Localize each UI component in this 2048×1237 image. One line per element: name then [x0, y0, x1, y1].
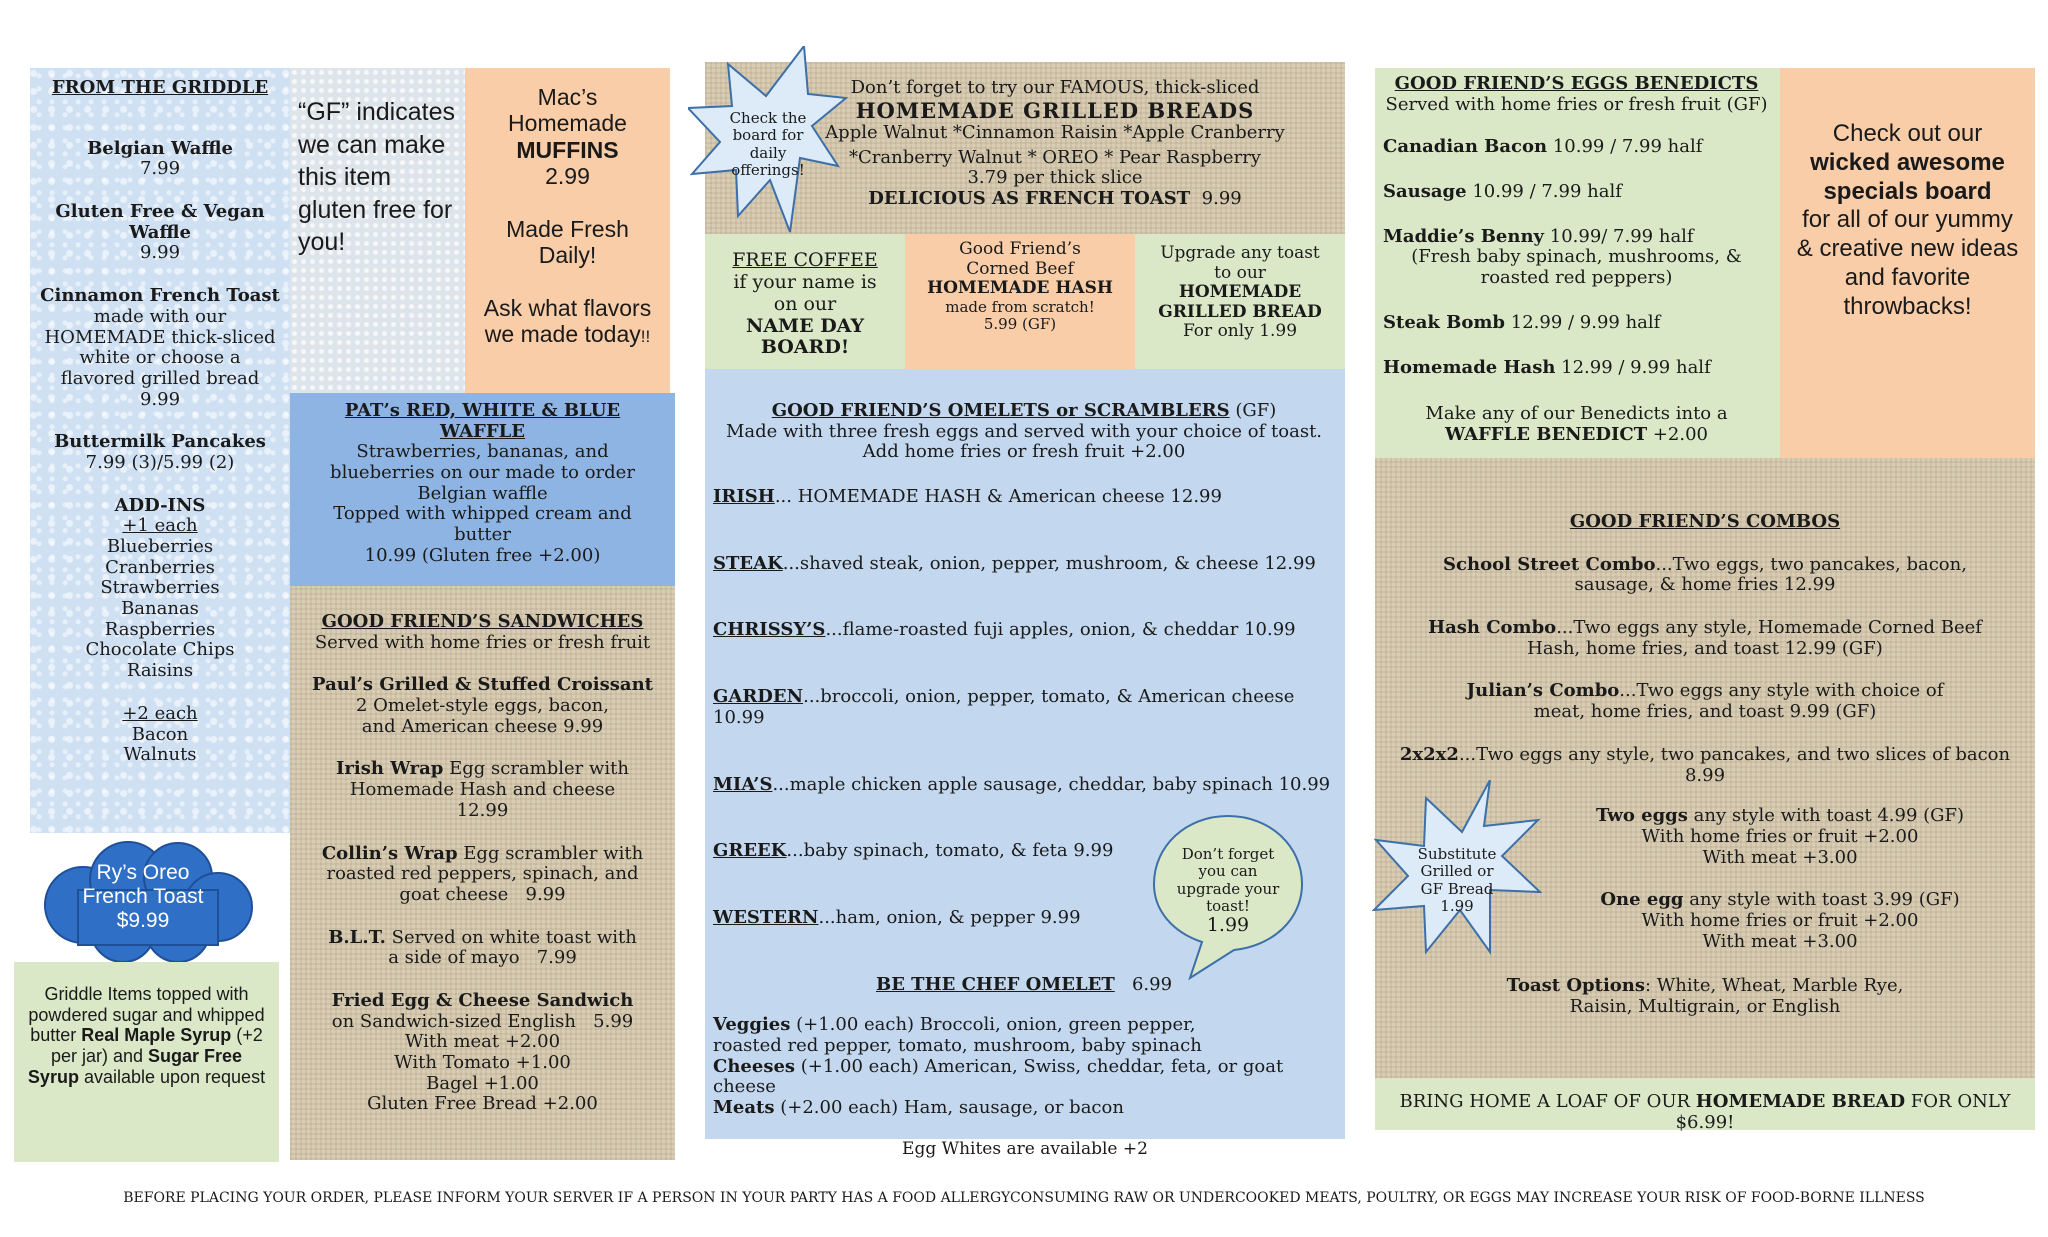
- omelet-item: [713, 687, 1335, 728]
- benedict-price: 10.99/ 7.99 half: [1544, 225, 1694, 247]
- syrup-t4: Sugar Free Syrup: [27, 1046, 243, 1087]
- pancakes-price: 7.99 (3)/5.99 (2): [85, 451, 235, 473]
- allergy-text: BEFORE PLACING YOUR ORDER, PLEASE INFORM YOUR SERVER IF A PERSON IN YOUR PARTY HAS A FOOD ALLERGYCONSUMING RAW OR UNDERCOOKED MEATS, POULTRY, OR EGGS MAY INCREASE YOUR RISK OF FOOD-BORNE ILLNESS: [123, 1190, 1925, 1206]
- breads-line1: Don’t forget to try our FAMOUS, thick-sliced: [850, 77, 1260, 98]
- addin-item: Cranberries: [105, 556, 215, 578]
- omelet-desc: ...broccoli, onion, pepper, tomato, & American cheese 10.99: [713, 686, 1295, 728]
- omelet-item: [713, 554, 1335, 575]
- combo-2x2x2-desc: ...Two eggs any style, two pancakes, and two slices of bacon: [1458, 743, 2011, 765]
- combos-title: GOOD FRIEND’S COMBOS: [1569, 511, 1841, 532]
- combo-2x2x2: [1399, 745, 2011, 766]
- omelet-desc: ...ham, onion, & pepper 9.99: [818, 906, 1081, 928]
- benedict-item: [1383, 313, 1770, 334]
- omelet-name: WESTERN: [713, 906, 819, 928]
- fried-egg-desc: [304, 1012, 661, 1033]
- irish-wrap: [304, 759, 661, 821]
- gf-waffle-price: 9.99: [139, 242, 181, 264]
- benedicts-subtitle: Served with home fries or fresh fruit (GF): [1385, 93, 1768, 115]
- omelet-desc: ...flame-roasted fuji apples, onion, & cheddar 10.99: [825, 619, 1296, 641]
- gf-note-text: “GF” indicates we can make this item gluten free for you!: [298, 98, 455, 256]
- combo-one-egg-desc: any style with toast 3.99 (GF): [1683, 889, 1960, 911]
- bread-loaf-panel: [1375, 1078, 2035, 1133]
- addins-each-1: +1 each: [122, 515, 198, 537]
- addin-item: Raisins: [126, 660, 194, 682]
- omelet-name: STEAK: [713, 552, 783, 574]
- omelets-title: [713, 401, 1335, 422]
- specials-panel: [1780, 68, 2035, 458]
- benedict-price: 10.99 / 7.99 half: [1466, 181, 1622, 203]
- toast-upgrade-bubble: [1148, 812, 1308, 982]
- combo-two-eggs-name: Two eggs: [1595, 805, 1688, 827]
- sub-line3: GF Bread: [1420, 879, 1494, 898]
- bread-loaf-t2: HOMEMADE BREAD: [1695, 1091, 1906, 1112]
- addin-item: Chocolate Chips: [85, 639, 235, 661]
- addins-each-2: +2 each: [122, 702, 198, 724]
- cheeses-line: [713, 1057, 1335, 1098]
- syrup-panel: [14, 962, 279, 1162]
- collin-wrap-name: Collin’s Wrap: [321, 842, 458, 864]
- blt-price: 7.99: [536, 947, 577, 969]
- waffle-benedict-name: WAFFLE BENEDICT: [1445, 423, 1648, 445]
- waffle-benedict-text: Make any of our Benedicts into a: [1425, 403, 1728, 425]
- upgrade-panel: [1135, 234, 1345, 369]
- oreo-line1: Ry’s Oreo: [96, 861, 190, 884]
- combo-option: With meat +3.00: [1702, 930, 1858, 952]
- bread-loaf-t1: BRING HOME A LOAF OF OUR: [1399, 1091, 1696, 1112]
- combo-hash-desc: ...Two eggs any style, Homemade Corned Beef Hash, home fries, and toast 12.99 (GF): [1527, 617, 1982, 659]
- omelet-item: [713, 775, 1335, 796]
- oreo-line2: French Toast: [82, 885, 204, 909]
- sandwiches-panel: [290, 586, 675, 1160]
- addin-item: Strawberries: [100, 577, 220, 599]
- sub-price: 1.99: [1440, 896, 1474, 915]
- combo-option: With home fries or fruit +2.00: [1641, 825, 1919, 847]
- toast-options-desc: : White, Wheat, Marble Rye, Raisin, Multigrain, or English: [1569, 975, 1904, 1017]
- breads-french-price: 9.99: [1201, 187, 1242, 209]
- oreo-cloud: [28, 835, 258, 965]
- sub-line2: Grilled or: [1420, 862, 1494, 881]
- omelet-item: [713, 487, 1335, 508]
- syrup-text: [26, 984, 267, 1087]
- maddie-desc: (Fresh baby spinach, mushrooms, & roasted red peppers): [1411, 246, 1742, 289]
- cft-desc: made with our HOMEMADE thick-sliced white or choose a flavored grilled bread: [44, 305, 276, 389]
- blt: [304, 928, 661, 969]
- breads-french-label: DELICIOUS AS FRENCH TOAST: [868, 187, 1191, 209]
- muffins-price: 2.99: [545, 163, 590, 190]
- breads-flavors2: *Cranberry Walnut * OREO * Pear Raspberry: [849, 146, 1261, 168]
- addin-item: Bacon: [131, 723, 189, 745]
- daily-offerings-burst: [688, 46, 848, 236]
- cft-price: 9.99: [139, 388, 181, 410]
- collin-wrap-price: 9.99: [525, 883, 566, 905]
- meats-line: [713, 1098, 1335, 1119]
- hash-line1: Good Friend’s: [959, 239, 1081, 259]
- muffins-line1: Mac’s: [537, 84, 598, 110]
- benedicts-panel: [1375, 68, 1780, 458]
- combo-school-name: School Street Combo: [1443, 553, 1656, 575]
- benedict-name: Homemade Hash: [1383, 356, 1556, 378]
- omelet-item: [713, 620, 1335, 641]
- upgrade-line3: For only 1.99: [1182, 321, 1298, 342]
- combo-eggs: [1549, 806, 2011, 952]
- specials-t3: for all of our yummy & creative new ideas and favorite throwbacks!: [1796, 206, 2019, 320]
- combo-option: With meat +3.00: [1702, 846, 1858, 868]
- fried-egg-option: With meat +2.00: [404, 1031, 561, 1053]
- belgian-waffle-name: Belgian Waffle: [87, 137, 233, 159]
- combo-one-egg-name: One egg: [1600, 889, 1684, 911]
- omelets-title-gf: (GF): [1229, 400, 1277, 421]
- specials-t2: wicked awesome specials board: [1810, 148, 2005, 205]
- chef-title: BE THE CHEF OMELET: [875, 973, 1115, 995]
- breads-title: HOMEMADE GRILLED BREADS: [855, 97, 1255, 123]
- veggies-text: (+1.00 each) Broccoli, onion, green pepper,: [790, 1014, 1196, 1036]
- coffee-panel: [705, 234, 905, 369]
- combo-julian: [1399, 681, 2011, 722]
- coffee-line1: if your name is on our: [733, 270, 877, 315]
- blt-desc: Served on white toast with a side of mayo: [385, 926, 637, 969]
- cft-name: Cinnamon French Toast: [40, 285, 280, 307]
- combo-hash: [1399, 618, 2011, 659]
- muffins-ask: [465, 295, 670, 348]
- collin-wrap-desc: Egg scrambler with roasted red peppers, spinach, and goat cheese: [326, 842, 644, 905]
- waffle-benedict-price: +2.00: [1647, 423, 1708, 445]
- benedict-price: 12.99 / 9.99 half: [1555, 356, 1711, 378]
- hash-line3: HOMEMADE HASH: [927, 278, 1113, 299]
- benedict-item: [1383, 182, 1770, 203]
- combos-panel: [1375, 458, 2035, 1078]
- muffins-title: MUFFINS: [516, 136, 619, 163]
- coffee-title: FREE COFFEE: [732, 249, 878, 271]
- syrup-t2: Real Maple Syrup: [81, 1025, 232, 1046]
- benedict-price: 12.99 / 9.99 half: [1505, 311, 1661, 333]
- omelet-desc: ...baby spinach, tomato, & feta 9.99: [786, 840, 1114, 862]
- benedicts-title: GOOD FRIEND’S EGGS BENEDICTS: [1394, 73, 1759, 94]
- cheeses-text: (+1.00 each) American, Swiss, cheddar, feta, or goat cheese: [713, 1055, 1284, 1098]
- fried-egg-option: Bagel +1.00: [426, 1072, 539, 1094]
- breads-price: 3.79 per thick slice: [967, 167, 1143, 189]
- gf-note-panel: [290, 68, 465, 393]
- toast-options-label: Toast Options: [1506, 975, 1646, 997]
- egg-whites-text: Egg Whites are available +2: [902, 1139, 1148, 1159]
- veggies-line: [713, 1015, 1335, 1036]
- combo-hash-name: Hash Combo: [1428, 617, 1557, 639]
- cheeses-label: Cheeses: [713, 1055, 796, 1077]
- meats-label: Meats: [713, 1097, 775, 1118]
- collin-wrap: [304, 844, 661, 906]
- combo-2x2x2-name: 2x2x2: [1399, 743, 1459, 765]
- croissant-desc: 2 Omelet-style eggs, bacon, and American cheese 9.99: [355, 695, 609, 737]
- combo-two-eggs: [1549, 806, 2011, 827]
- omelet-name: CHRISSY’S: [713, 619, 826, 641]
- chef-price: 6.99: [1131, 973, 1173, 995]
- belgian-waffle-price: 7.99: [139, 158, 181, 180]
- benedict-name: Steak Bomb: [1383, 311, 1506, 333]
- omelet-desc: ...shaved steak, onion, pepper, mushroom, & cheese 12.99: [782, 552, 1316, 574]
- sandwiches-title: GOOD FRIEND’S SANDWICHES: [321, 611, 644, 632]
- syrup-t1: Griddle Items topped with powdered sugar and whipped butter: [28, 984, 265, 1046]
- omelet-name: GREEK: [713, 840, 787, 862]
- benedicts-list: [1383, 137, 1770, 378]
- omelet-desc: ...maple chicken apple sausage, cheddar, baby spinach 10.99: [772, 773, 1331, 795]
- allergy-notice: [10, 1190, 2038, 1214]
- combo-julian-name: Julian’s Combo: [1466, 680, 1620, 702]
- upgrade-line2: HOMEMADE GRILLED BREAD: [1158, 282, 1322, 322]
- griddle-title: FROM THE GRIDDLE: [51, 77, 269, 98]
- combo-two-eggs-desc: any style with toast 4.99 (GF): [1687, 805, 1965, 827]
- combo-school-desc: ...Two eggs, two pancakes, bacon, sausage, & home fries 12.99: [1574, 553, 1967, 596]
- omelet-name: MIA’S: [713, 773, 773, 795]
- pats-desc1: Strawberries, bananas, and blueberries on our made to order Belgian waffle: [330, 441, 635, 504]
- fried-egg-price: 5.99: [593, 1010, 634, 1032]
- pats-title: PAT’s RED, WHITE & BLUE WAFFLE: [344, 400, 621, 442]
- irish-wrap-name: Irish Wrap: [336, 758, 444, 780]
- benedict-name: Sausage: [1383, 181, 1467, 203]
- omelets-subtitle2: Add home fries or fresh fruit +2.00: [862, 441, 1186, 463]
- benedict-name: Canadian Bacon: [1383, 136, 1548, 158]
- sub-line1: Substitute: [1417, 845, 1497, 863]
- benedict-item: [1383, 227, 1770, 248]
- egg-whites-note: [705, 1140, 1345, 1166]
- substitute-burst: [1372, 780, 1542, 960]
- gf-waffle-name: Gluten Free & Vegan Waffle: [55, 201, 265, 243]
- blt-name: B.L.T.: [328, 926, 386, 948]
- griddle-panel: [30, 68, 290, 833]
- croissant-name: Paul’s Grilled & Stuffed Croissant: [312, 674, 653, 696]
- benedict-item: [1383, 137, 1770, 158]
- chef-options: [713, 1015, 1335, 1118]
- muffins-ask-text: Ask what flavors we made today: [483, 294, 652, 348]
- omelets-panel: [705, 369, 1345, 1139]
- fried-egg-option: Gluten Free Bread +2.00: [367, 1093, 598, 1115]
- toast-bubble-text: Don’t forget you can upgrade your toast!: [1176, 845, 1280, 915]
- combo-one-egg: [1549, 890, 2011, 911]
- omelets-subtitle1: Made with three fresh eggs and served with your choice of toast.: [725, 420, 1323, 442]
- hash-panel: [905, 234, 1135, 369]
- omelet-desc: ... HOMEMADE HASH & American cheese 12.99: [774, 486, 1222, 508]
- oreo-price: $9.99: [116, 909, 170, 933]
- addin-item: Blueberries: [106, 536, 214, 557]
- benedict-price: 10.99 / 7.99 half: [1547, 136, 1703, 158]
- muffins-fresh: Made Fresh Daily!: [506, 215, 629, 269]
- addin-item: Bananas: [121, 598, 199, 620]
- combo-option: With home fries or fruit +2.00: [1641, 909, 1919, 931]
- sandwiches-subtitle: Served with home fries or fresh fruit: [314, 631, 651, 653]
- fried-egg-desc-text: on Sandwich-sized English: [331, 1010, 576, 1032]
- waffle-benedict: [1383, 404, 1770, 445]
- coffee-line2: NAME DAY BOARD!: [745, 314, 865, 359]
- pats-price: 10.99 (Gluten free +2.00): [364, 544, 601, 566]
- hash-price: 5.99 (GF): [983, 314, 1057, 333]
- fried-egg-name: Fried Egg & Cheese Sandwich: [331, 989, 634, 1011]
- pancakes-name: Buttermilk Pancakes: [54, 431, 266, 453]
- combo-school: [1399, 555, 2011, 596]
- bread-loaf-t3: FOR ONLY $6.99!: [1675, 1091, 2011, 1133]
- syrup-t3: (+2 per jar) and: [50, 1025, 263, 1067]
- muffins-line2: Homemade: [508, 110, 627, 137]
- omelets-title-text: GOOD FRIEND’S OMELETS or SCRAMBLERS: [771, 400, 1230, 421]
- addin-item: Raspberries: [104, 618, 216, 640]
- irish-wrap-desc: Egg scrambler with Homemade Hash and cheese 12.99: [349, 758, 629, 821]
- muffins-panel: [465, 68, 670, 393]
- addin-item: Walnuts: [123, 744, 197, 766]
- pats-desc2: Topped with whipped cream and butter: [333, 503, 632, 546]
- syrup-t5: available upon request: [78, 1066, 266, 1087]
- veggies-line2: roasted red pepper, tomato, mushroom, baby spinach: [713, 1034, 1202, 1056]
- pats-waffle-panel: [290, 393, 675, 586]
- upgrade-line1: Upgrade any toast to our: [1160, 243, 1320, 283]
- toast-options: [1399, 976, 2011, 1017]
- combo-2x2x2-price: 8.99: [1684, 764, 1726, 786]
- toast-bubble-price: 1.99: [1206, 914, 1250, 936]
- addins-title: ADD-INS: [114, 494, 206, 516]
- daily-burst-text: Check the board for daily offerings!: [729, 109, 807, 179]
- veggies-label: Veggies: [713, 1014, 791, 1036]
- benedict-name: Maddie’s Benny: [1383, 225, 1545, 247]
- meats-text: (+2.00 each) Ham, sausage, or bacon: [774, 1097, 1124, 1118]
- bread-loaf-text: [1375, 1092, 2035, 1133]
- hash-line4: made from scratch!: [945, 297, 1095, 316]
- omelet-name: IRISH: [713, 486, 775, 508]
- specials-t1: Check out our: [1832, 120, 1983, 147]
- breads-french: [775, 189, 1335, 210]
- breads-flavors1: Apple Walnut *Cinnamon Raisin *Apple Cranberry: [825, 121, 1285, 143]
- muffins-ask-end: !!: [640, 327, 651, 347]
- combo-julian-desc: ...Two eggs any style with choice of meat, home fries, and toast 9.99 (GF): [1533, 680, 1944, 723]
- fried-egg-option: With Tomato +1.00: [394, 1052, 571, 1073]
- hash-line2: Corned Beef: [966, 258, 1074, 279]
- omelet-name: GARDEN: [713, 686, 804, 708]
- benedict-item: [1383, 358, 1770, 379]
